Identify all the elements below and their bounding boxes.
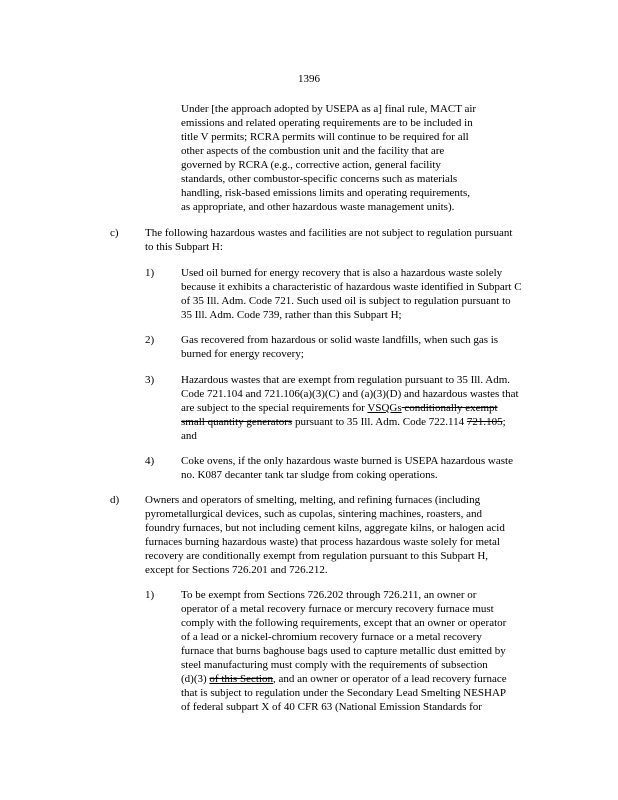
text-line: furnaces burning hazardous waste) that process hazardous waste solely for metal [145, 536, 500, 548]
item-d1-label: 1) [145, 589, 155, 601]
item-c1-label: 1) [145, 267, 155, 279]
text-line: no. K087 decanter tank tar sludge from coking operations. [181, 469, 438, 481]
inserted-text: VSQGs [367, 402, 402, 414]
deleted-text: small quantity generators [181, 416, 293, 428]
text-line [181, 401, 551, 415]
deleted-text: of this Section [209, 673, 273, 685]
text-line: Owners and operators of smelting, melting, and refining furnaces (including [145, 494, 481, 506]
text-line: Hazardous wastes that are exempt from regulation pursuant to 35 Ill. Adm. [181, 374, 510, 386]
item-c1-text [181, 266, 551, 322]
item-d1-text [181, 588, 551, 714]
item-c2-label: 2) [145, 334, 155, 346]
text-line: except for Sections 726.201 and 726.212. [145, 564, 328, 576]
subsection-d-text [145, 493, 545, 577]
text-line [181, 415, 551, 429]
text-line: title V permits; RCRA permits will continue to be required for all [181, 131, 469, 143]
text-line: emissions and related operating requirements are to be included in [181, 117, 473, 129]
text-line [181, 672, 551, 686]
text-line: Under [the approach adopted by USEPA as a] final rule, MACT air [181, 103, 477, 115]
item-c4-label: 4) [145, 455, 155, 467]
text-line: To be exempt from Sections 726.202 through 726.211, an owner or [181, 589, 477, 601]
text-line: pyrometallurgical devices, such as cupolas, sintering machines, roasters, and [145, 508, 483, 520]
item-c3-text [181, 373, 551, 443]
subsection-d-label: d) [110, 494, 120, 506]
text-line: and [181, 430, 197, 442]
text-line: foundry furnaces, but not including cement kilns, aggregate kilns, or halogen acid [145, 522, 505, 534]
text-run: pursuant to 35 Ill. Adm. Code 722.114 [292, 416, 467, 428]
text-line: as appropriate, and other hazardous waste management units). [181, 201, 455, 213]
intro-paragraph [181, 102, 511, 214]
item-c2-text [181, 333, 551, 361]
text-run: , and an owner or operator of a lead recovery furnace [272, 673, 507, 685]
text-line: of 35 Ill. Adm. Code 721. Such used oil is subject to regulation pursuant to [181, 295, 511, 307]
page-number: 1396 [298, 73, 320, 85]
text-line: governed by RCRA (e.g., corrective action, general facility [181, 159, 441, 171]
deleted-text: conditionally exempt [401, 402, 498, 414]
text-line: burned for energy recovery; [181, 348, 304, 360]
subsection-c-label: c) [110, 227, 119, 239]
text-line: recovery are conditionally exempt from regulation pursuant to this Subpart H, [145, 550, 489, 562]
text-line: because it exhibits a characteristic of hazardous waste identified in Subpart C [181, 281, 522, 293]
text-line: Used oil burned for energy recovery that is also a hazardous waste solely [181, 267, 503, 279]
deleted-text: 721.105 [466, 416, 503, 428]
subsection-c-text [145, 226, 545, 254]
text-run: (d)(3) [181, 673, 210, 685]
text-line: 35 Ill. Adm. Code 739, rather than this Subpart H; [181, 309, 402, 321]
text-line: The following hazardous wastes and facilities are not subject to regulation pursuant [145, 227, 513, 239]
text-line: steel manufacturing must comply with the requirements of subsection [181, 659, 488, 671]
text-line: other aspects of the combustion unit and the facility that are [181, 145, 445, 157]
text-line: comply with the following requirements, except that an owner or operator [181, 617, 507, 629]
text-run: ; [502, 416, 506, 428]
text-line: standards, other combustor-specific concerns such as materials [181, 173, 458, 185]
text-line: of a lead or a nickel-chromium recovery furnace or a metal recovery [181, 631, 482, 643]
text-line: handling, risk-based emissions limits and operating requirements, [181, 187, 471, 199]
text-line: of federal subpart X of 40 CFR 63 (National Emission Standards for [181, 701, 482, 713]
item-c3-label: 3) [145, 374, 155, 386]
text-line: to this Subpart H: [145, 241, 223, 253]
text-line: operator of a metal recovery furnace or mercury recovery furnace must [181, 603, 494, 615]
text-line: that is subject to regulation under the Secondary Lead Smelting NESHAP [181, 687, 507, 699]
text-line: Gas recovered from hazardous or solid waste landfills, when such gas is [181, 334, 499, 346]
item-c4-text [181, 454, 551, 482]
text-line: furnace that burns baghouse bags used to capture metallic dust emitted by [181, 645, 506, 657]
text-line: Coke ovens, if the only hazardous waste burned is USEPA hazardous waste [181, 455, 513, 467]
text-run: are subject to the special requirements for [181, 402, 368, 414]
text-line: Code 721.104 and 721.106(a)(3)(C) and (a)(3)(D) and hazardous wastes that [181, 388, 519, 400]
